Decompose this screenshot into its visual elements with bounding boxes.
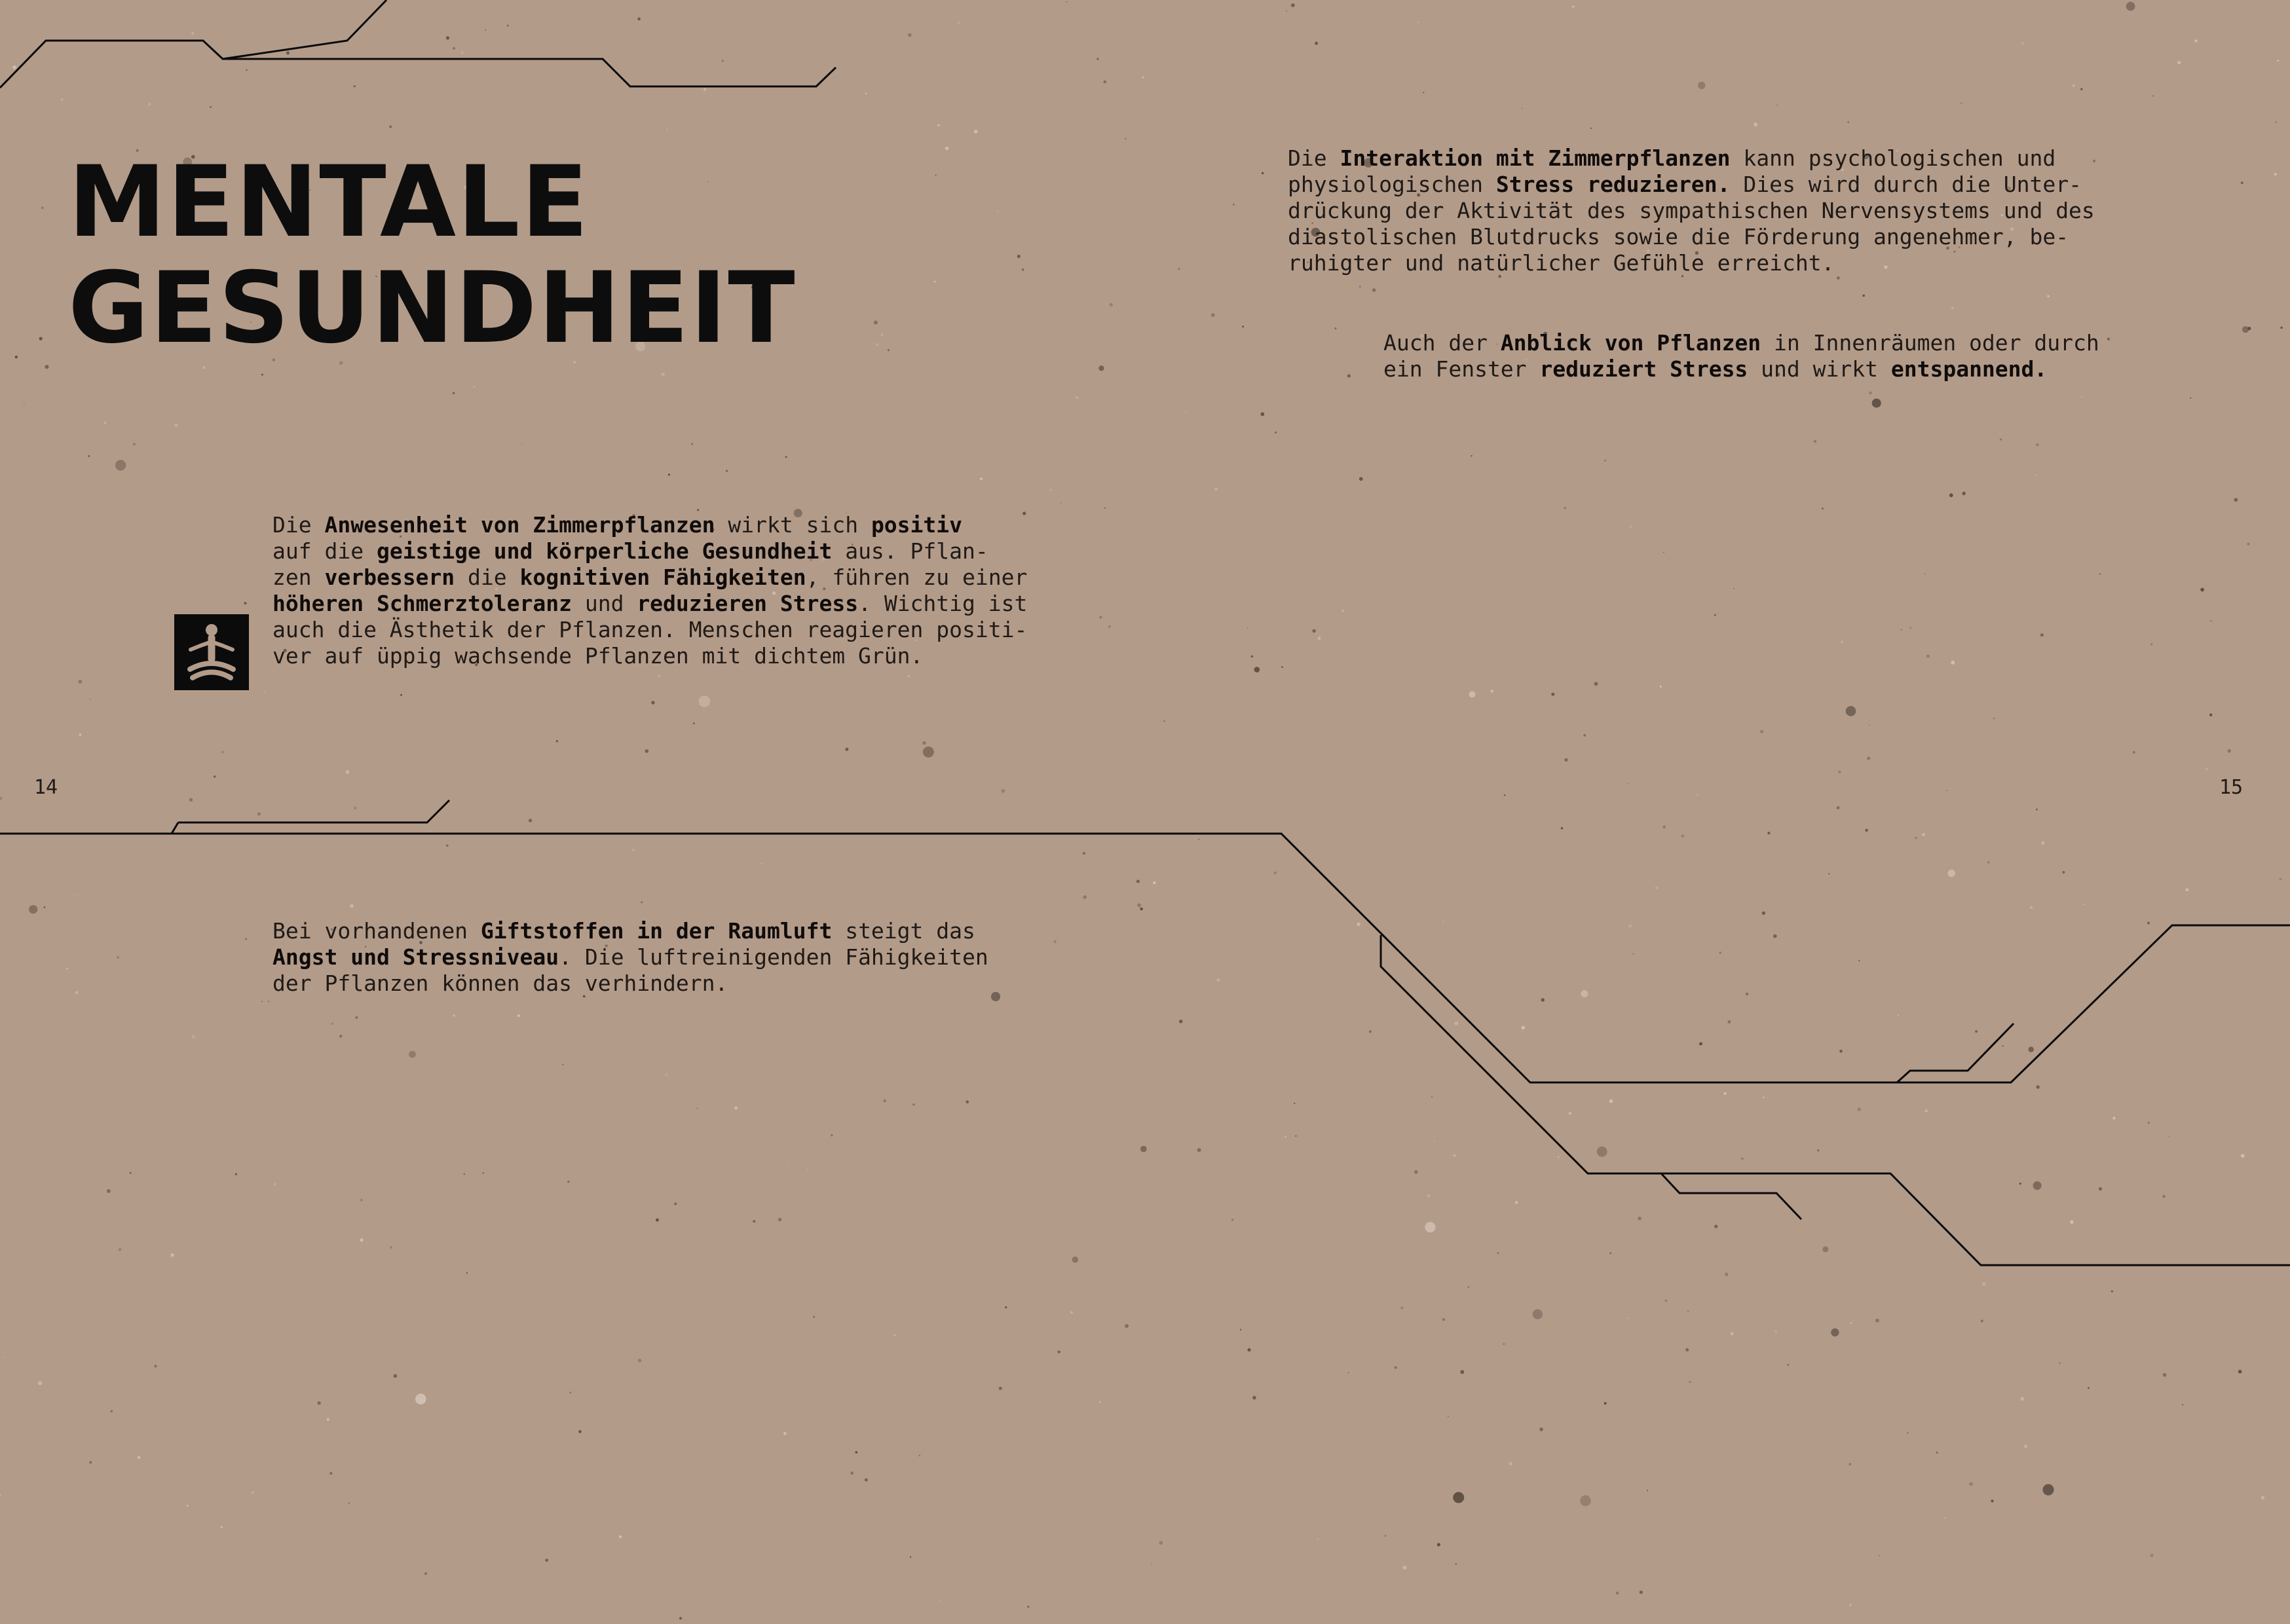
title-line-2: GESUNDHEIT — [68, 251, 797, 365]
paragraph-plant-interaction: Die Interaktion mit Zimmerpflanzen kann psychologischen und physiologischen Stress reduzieren. Dies wird durch die Unter- drückung der Aktivität des sympathischen Nervensystems und des diastolischen Blutdrucks sowie die Förderung angenehmer, be- ruhigter und natürlicher Gefühle erreicht. — [1288, 145, 2095, 276]
circuit-line-lower — [1381, 935, 2290, 1265]
circuit-line-top-1 — [0, 41, 836, 88]
circuit-line-lower-branch-1 — [1661, 1173, 1801, 1219]
paragraph-plant-view: Auch der Anblick von Pflanzen in Innenräumen oder durch ein Fenster reduziert Stress und wirkt entspannend. — [1383, 330, 2099, 382]
circuit-line-lower-branch-2 — [1897, 1024, 2014, 1082]
meditation-icon — [174, 614, 249, 690]
page-number-right: 15 — [2219, 776, 2243, 799]
paragraph-air-toxins: Bei vorhandenen Giftstoffen in der Raumluft steigt das Angst und Stressniveau. Die luftreinigenden Fähigkeiten der Pflanzen können das verhindern. — [272, 918, 988, 996]
page-title — [68, 145, 797, 365]
circuit-line-top-2 — [223, 0, 386, 59]
title-line-1: MENTALE — [68, 145, 590, 259]
circuit-line-mid-branch-1 — [178, 800, 449, 822]
page-number-left: 14 — [34, 776, 58, 799]
circuit-line-mid-branch-2 — [172, 822, 178, 834]
paragraph-plant-presence: Die Anwesenheit von Zimmerpflanzen wirkt sich positiv auf die geistige und körperliche Gesundheit aus. Pflan- zen verbessern die kognitiven Fähigkeiten, führen zu einer höheren Schmerztoleranz und reduzieren Stress. Wichtig ist auch die Ästhetik der Pflanzen. Menschen reagieren positi- ver auf üppig wachsende Pflanzen mit dichtem Grün. — [272, 512, 1028, 669]
